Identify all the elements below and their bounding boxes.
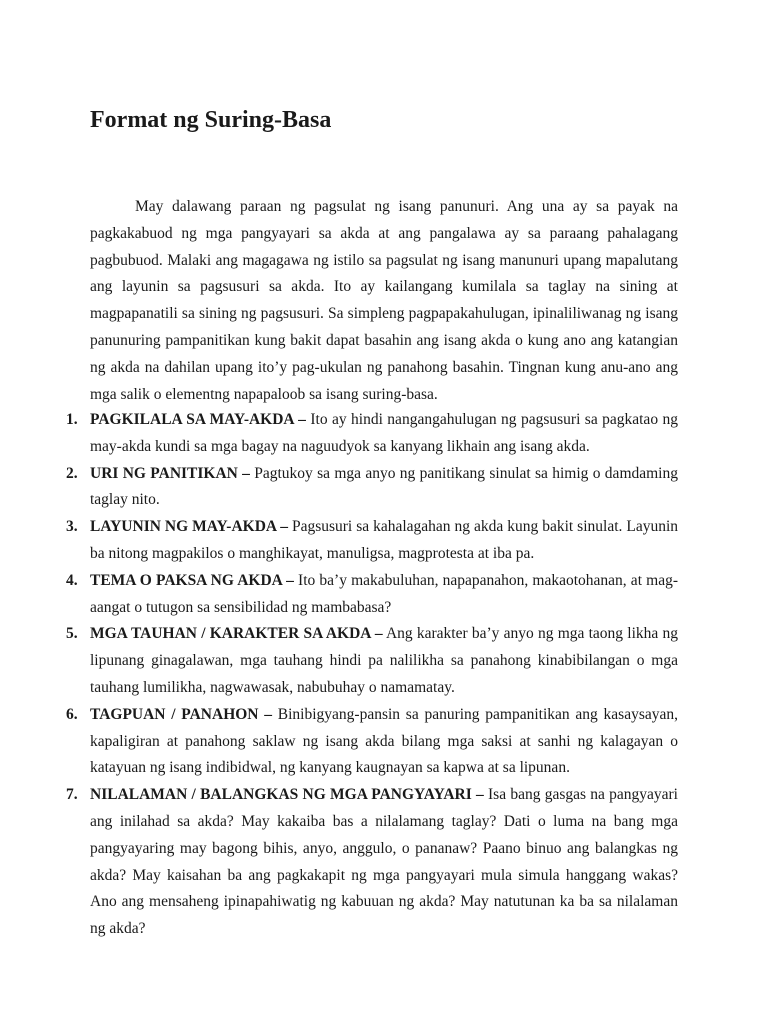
item-text xyxy=(90,702,678,782)
item-number: 4. xyxy=(66,571,78,589)
item-heading: PAGKILALA SA MAY-AKDA – xyxy=(90,411,306,428)
item-number: 3. xyxy=(66,518,78,536)
item-number: 2. xyxy=(66,464,78,482)
item-heading: NILALAMAN / BALANGKAS NG MGA PANGYAYARI – xyxy=(90,786,484,804)
item-text xyxy=(90,514,678,568)
element-list xyxy=(0,407,768,943)
page-title: Format ng Suring-Basa xyxy=(90,107,332,133)
list-item xyxy=(0,621,678,701)
list-item xyxy=(0,407,678,461)
item-heading: URI NG PANITIKAN – xyxy=(90,464,250,482)
intro-paragraph: May dalawang paraan ng pagsulat ng isang panunuri. Ang una ay sa payak na pagkakabuod ng mga pangyayari sa akda at ang pangalawa ay sa paraang pahalagang pagbubuod. Malaki ang magagawa ng istilo sa pagsulat ng isang manunuri upang mapalutang ang layunin sa pagsusuri sa akda. Ito ay kailangang kumilala sa taglay na sining at magpapanatili sa sining ng pagsusuri. Sa simpleng pagpapakahulugan, ipinaliliwanag ng isang panunuring pampanitikan kung bakit dapat basahin ang isang akda o kung ano ang katangian ng akda na dahilan upang ito’y pag-ukulan ng panahong basahin. Tingnan kung anu-ano ang mga salik o elementng napapaloob sa isang suring-basa. xyxy=(90,198,678,403)
item-text xyxy=(90,461,678,515)
list-item xyxy=(0,514,678,568)
item-body: Pagtukoy sa mga anyo ng panitikang sinulat sa himig o damdaming taglay nito. xyxy=(90,464,678,509)
item-body: Ang karakter ba’y anyo ng mga taong likha ng lipunang ginagalawan, mga tauhang hindi pa nalilikha sa panahong kinabibilangan o mga tauhang lumilikha, nagwawasak, nabubuhay o namamatay. xyxy=(90,625,678,696)
item-heading: MGA TAUHAN / KARAKTER SA AKDA – xyxy=(90,625,383,643)
item-body: Pagsusuri sa kahalagahan ng akda kung bakit sinulat. Layunin ba nitong magpakilos o manghikayat, manuligsa, magprotesta at iba pa. xyxy=(90,518,679,562)
item-number: 5. xyxy=(66,625,78,643)
list-item xyxy=(0,568,678,622)
item-text xyxy=(90,568,678,622)
item-heading: LAYUNIN NG MAY-AKDA – xyxy=(90,518,288,536)
item-text xyxy=(90,621,678,701)
item-heading: TAGPUAN / PANAHON – xyxy=(90,705,273,723)
list-item xyxy=(0,461,678,515)
list-item xyxy=(0,702,678,782)
item-body: Binibigyang-pansin sa panuring pampanitikan ang kasaysayan, kapaligiran at panahong saklaw ng isang akda bilang mga saksi at sanhi ng kalagayan o katayuan ng isang indibidwal, ng kanyang kaugnayan sa kapwa at sa lipunan. xyxy=(90,705,679,777)
item-body: Ito ba’y makabuluhan, napapanahon, makaotohanan, at mag-aangat o tutugon sa sensibilidad ng mambabasa? xyxy=(90,571,678,616)
item-number: 7. xyxy=(66,786,78,804)
item-body: Ito ay hindi nangangahulugan ng pagsusuri sa pagkatao ng may-akda kundi sa mga bagay na naguudyok sa kanyang likhain ang isang akda. xyxy=(90,411,678,455)
item-text xyxy=(90,782,678,943)
item-heading: TEMA O PAKSA NG AKDA – xyxy=(90,571,294,589)
item-number: 6. xyxy=(66,705,78,723)
item-text xyxy=(90,407,678,461)
item-number: 1. xyxy=(66,411,78,428)
item-body: Isa bang gasgas na pangyayari ang inilahad sa akda? May kakaiba bas a nilalamang taglay? Dati o luma na bang mga pangyayaring may bagong bihis, anyo, anggulo, o pananaw? Paano binuo ang balangkas ng akda? May kaisahan ba ang pagkakapit ng mga pangyayari mula simula hanggang wakas? Ano ang mensaheng ipinapahiwatig ng kabuuan ng akda? May natutunan ka ba sa nilalaman ng akda? xyxy=(90,786,678,938)
list-item xyxy=(0,782,678,943)
